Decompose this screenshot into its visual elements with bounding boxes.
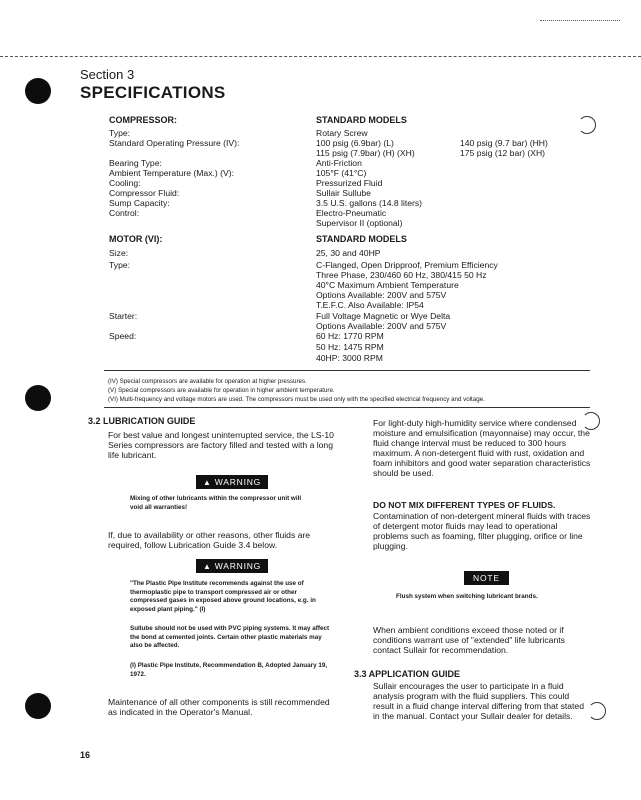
application-text: Sullair encourages the user to participate in a fluid analysis program with the fluid suppliers. This could result in a fluid change interval differing from that stated in the manual. Contact your Sullair dealer for details. — [373, 681, 584, 721]
spec-value: 175 psig (12 bar) (XH) — [460, 148, 546, 158]
spec-value: 25, 30 and 40HP — [316, 248, 381, 258]
compressor-heading: COMPRESSOR: — [109, 115, 178, 125]
light-duty-text: For light-duty high-humidity service where condensed moisture and emulsification (mayonnaise) may occur, the fluid change interval must be reduced to 300 hours maximum. A non-detergent fluid with rust, oxidation and foam inhibitors and good water separation characteristics should be used. — [373, 418, 591, 478]
maintenance-text: Maintenance of all other components is still recommended as indicated in the Operator's Manual. — [108, 697, 330, 717]
spec-label: Type: — [109, 128, 131, 138]
warning-label: WARNING — [214, 477, 262, 487]
warning-icon: ▲ — [203, 562, 212, 571]
spec-value: T.E.F.C. Also Available: IP54 — [316, 300, 424, 310]
spec-value: 60 Hz: 1770 RPM — [316, 331, 384, 341]
spec-value: C-Flanged, Open Dripproof, Premium Efficiency — [316, 260, 498, 270]
top-dashed-rule — [0, 56, 641, 57]
section-label: Section 3 — [80, 67, 135, 82]
spec-label: Standard Operating Pressure (IV): — [109, 138, 240, 148]
spec-label: Bearing Type: — [109, 158, 162, 168]
ambient-text: When ambient conditions exceed those noted or if conditions warrant use of "extended" life lubricants contact Sullair for recommendation. — [373, 625, 565, 655]
availability-text: If, due to availability or other reasons, other fluids are required, follow Lubrication Guide 3.4 below. — [108, 530, 311, 550]
motor-heading: MOTOR (VI): — [109, 234, 163, 244]
spec-value: 3.5 U.S. gallons (14.8 liters) — [316, 198, 423, 208]
warning-icon: ▲ — [203, 478, 212, 487]
scan-mark — [540, 20, 620, 21]
spec-value: 40°C Maximum Ambient Temperature — [316, 280, 459, 290]
warning-text: (I) Plastic Pipe Institute, Recommendation B, Adopted January 19, 1972. — [130, 662, 328, 678]
spec-value: Options Available: 200V and 575V — [316, 321, 447, 331]
warning-badge — [196, 559, 268, 573]
spec-value: 40HP: 3000 RPM — [316, 353, 383, 363]
footnote-rule — [104, 407, 590, 408]
page-title: SPECIFICATIONS — [80, 83, 226, 102]
spec-value: Sullair Sullube — [316, 188, 371, 198]
lubrication-heading: 3.2 LUBRICATION GUIDE — [88, 416, 196, 426]
spec-label: Starter: — [109, 311, 138, 321]
spec-value: 140 psig (9.7 bar) (HH) — [460, 138, 548, 148]
punch-mark — [578, 116, 596, 134]
spec-label: Speed: — [109, 331, 137, 341]
spec-label: Ambient Temperature (Max.) (V): — [109, 168, 234, 178]
spec-value: 50 Hz: 1475 RPM — [316, 342, 384, 352]
footnote: (IV) Special compressors are available for operation at higher pressures. — [108, 378, 307, 385]
spec-value: Pressurized Fluid — [316, 178, 383, 188]
spec-value: Options Available: 200V and 575V — [316, 290, 447, 300]
spec-value: Supervisor II (optional) — [316, 218, 403, 228]
spec-label: Compressor Fluid: — [109, 188, 180, 198]
note-text: Flush system when switching lubricant brands. — [396, 593, 538, 600]
spec-label: Size: — [109, 248, 129, 258]
warning-badge — [196, 475, 268, 489]
spec-value: Anti-Friction — [316, 158, 362, 168]
spec-label: Control: — [109, 208, 140, 218]
footnote: (VI) Multi-frequency and voltage motors are used. The compressors must be used only with the specified electrical frequency and voltage. — [108, 396, 485, 403]
page-number: 16 — [80, 750, 91, 760]
spec-value: 105°F (41°C) — [316, 168, 367, 178]
footnote-rule — [104, 370, 590, 371]
application-heading: 3.3 APPLICATION GUIDE — [354, 669, 461, 679]
mix-text: Contamination of non-detergent mineral fluids with traces of detergent motor fluids may lead to operational problems such as foaming, filter plugging, orifice or line plugging. — [373, 511, 591, 551]
binder-hole — [25, 693, 51, 719]
spec-label: Sump Capacity: — [109, 198, 170, 208]
compressor-models-heading: STANDARD MODELS — [316, 115, 407, 125]
binder-hole — [25, 78, 51, 104]
lubrication-intro: For best value and longest uninterrupted service, the LS-10 Series compressors are factory filled and tested with a long life lubricant. — [108, 430, 334, 460]
spec-value: Three Phase, 230/460 60 Hz, 380/415 50 Hz — [316, 270, 487, 280]
spec-value: Rotary Screw — [316, 128, 368, 138]
note-badge: NOTE — [464, 571, 509, 585]
spec-value: 100 psig (6.9bar) (L) — [316, 138, 394, 148]
spec-value: Electro-Pneumatic — [316, 208, 387, 218]
warning-text: Mixing of other lubricants within the compressor unit will void all warranties! — [130, 495, 302, 511]
warning-label: WARNING — [214, 561, 262, 571]
spec-label: Cooling: — [109, 178, 141, 188]
warning-text: Sullube should not be used with PVC piping systems. It may affect the bond at cemented joints. Certain other plastic materials may also be affected. — [130, 625, 330, 649]
motor-models-heading: STANDARD MODELS — [316, 234, 407, 244]
spec-label: Type: — [109, 260, 131, 270]
binder-hole — [25, 385, 51, 411]
mix-heading: DO NOT MIX DIFFERENT TYPES OF FLUIDS. — [373, 500, 556, 510]
spec-value: Full Voltage Magnetic or Wye Delta — [316, 311, 451, 321]
footnote: (V) Special compressors are available for operation in higher ambient temperature. — [108, 387, 335, 394]
spec-value: 115 psig (7.9bar) (H) (XH) — [316, 148, 415, 158]
warning-text: "The Plastic Pipe Institute recommends against the use of thermoplastic pipe to transport compressed air or other compressed gases in exposed above ground locations, e.g. in exposed plant piping." (I) — [130, 580, 316, 613]
